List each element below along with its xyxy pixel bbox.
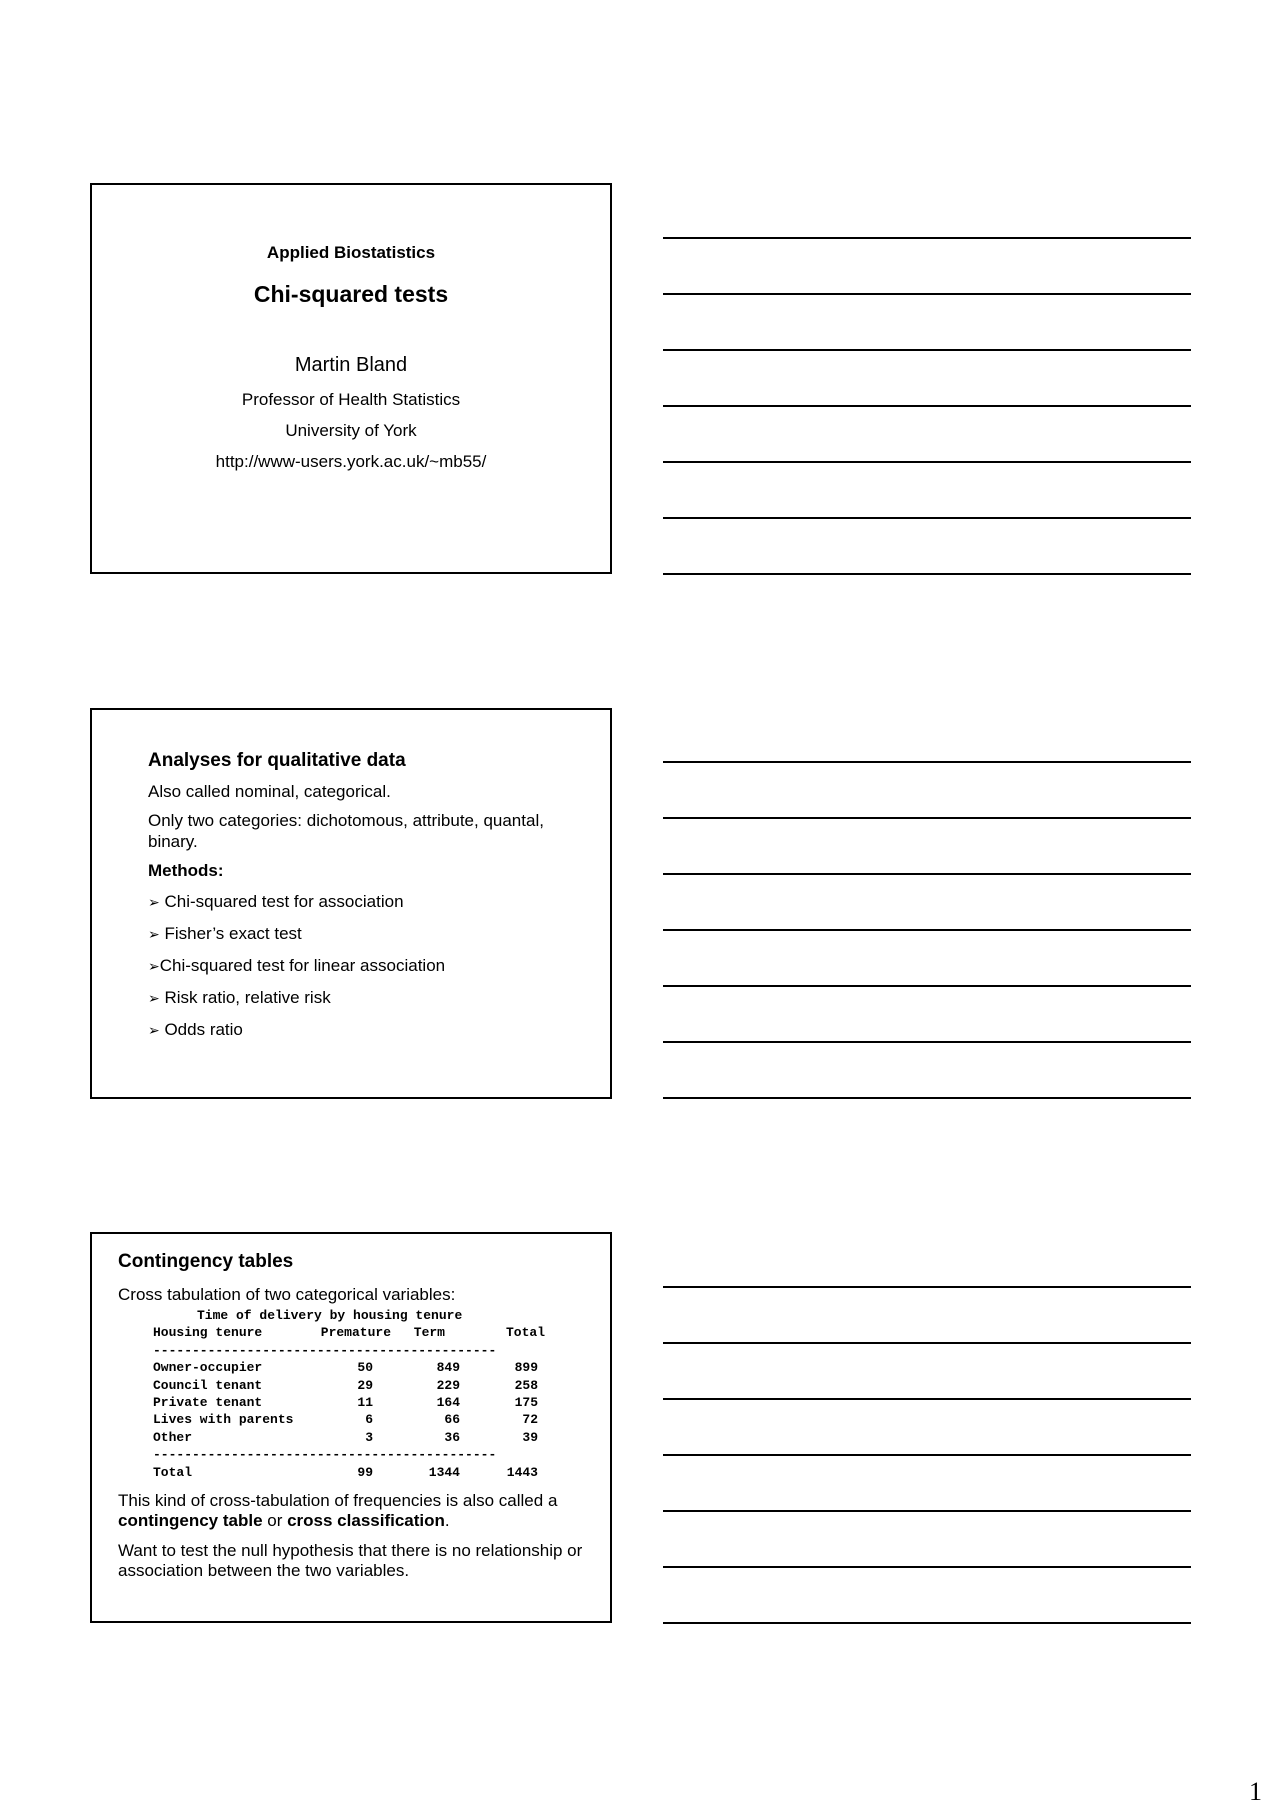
slide-2 (90, 708, 612, 1099)
list-item: ➢ Risk ratio, relative risk (148, 988, 331, 1007)
note-line (663, 817, 1191, 819)
note-line (663, 349, 1191, 351)
arrow-bullet-icon: ➢ (148, 958, 160, 974)
note-line (663, 761, 1191, 763)
slide-3-content (118, 1251, 588, 1581)
arrow-bullet-icon: ➢ (148, 1022, 160, 1038)
note-line (663, 237, 1191, 239)
table-row: Other 3 36 39 (153, 1429, 538, 1445)
slide-2-line-1: Also called nominal, categorical. (148, 782, 391, 801)
note-line (663, 1041, 1191, 1043)
table-row: Council tenant 29 229 258 (153, 1377, 538, 1393)
methods-label: Methods: (148, 861, 224, 880)
note-line (663, 461, 1191, 463)
arrow-bullet-icon: ➢ (148, 894, 160, 910)
note-line (663, 1622, 1191, 1624)
slide-2-heading: Analyses for qualitative data (148, 750, 406, 771)
note-line (663, 1342, 1191, 1344)
list-item: ➢Chi-squared test for linear association (148, 956, 446, 975)
slide-2-content (148, 750, 588, 1051)
table-header-row: Housing tenure Premature Term Total (153, 1325, 545, 1341)
table-title: Time of delivery by housing tenure (197, 1308, 463, 1323)
methods-list (148, 891, 588, 1041)
slide-1 (90, 183, 612, 574)
contingency-table (153, 1307, 588, 1481)
list-item: ➢ Odds ratio (148, 1020, 243, 1039)
slide-2-line-2: Only two categories: dichotomous, attribute, quantal, binary. (148, 811, 544, 851)
note-line (663, 1398, 1191, 1400)
slide-1-url: http://www-users.york.ac.uk/~mb55/ (215, 452, 487, 471)
slide-3-intro: Cross tabulation of two categorical variables: (118, 1285, 456, 1304)
list-item: ➢ Chi-squared test for association (148, 892, 404, 911)
note-line (663, 573, 1191, 575)
note-line (663, 1454, 1191, 1456)
page-number: 1 (1249, 1777, 1262, 1806)
note-line (663, 517, 1191, 519)
slide-1-kicker: Applied Biostatistics (266, 243, 436, 262)
slide-3-heading: Contingency tables (118, 1251, 294, 1272)
slide-1-title: Chi-squared tests (253, 281, 449, 307)
table-rule: -------------------------------------------- (153, 1447, 497, 1463)
slide-3-paragraph-1: This kind of cross-tabulation of frequencies is also called a contingency table or cross classification. (118, 1491, 558, 1531)
note-line (663, 293, 1191, 295)
arrow-bullet-icon: ➢ (148, 926, 160, 942)
slide-3-paragraph-2: Want to test the null hypothesis that there is no relationship or association between the two variables. (118, 1541, 583, 1581)
note-line (663, 929, 1191, 931)
table-total-row: Total 99 1344 1443 (153, 1464, 538, 1480)
list-item: ➢ Fisher’s exact test (148, 924, 302, 943)
note-line (663, 405, 1191, 407)
note-line (663, 985, 1191, 987)
slide-3 (90, 1232, 612, 1623)
slide-1-institution: University of York (285, 421, 417, 440)
note-line (663, 1566, 1191, 1568)
table-rule: -------------------------------------------- (153, 1342, 497, 1358)
table-row: Private tenant 11 164 175 (153, 1395, 538, 1411)
table-row: Lives with parents 6 66 72 (153, 1412, 538, 1428)
note-line (663, 873, 1191, 875)
note-line (663, 1097, 1191, 1099)
note-line (663, 1286, 1191, 1288)
table-row: Owner-occupier 50 849 899 (153, 1360, 538, 1376)
slide-1-role: Professor of Health Statistics (241, 390, 461, 409)
arrow-bullet-icon: ➢ (148, 990, 160, 1006)
slide-1-author: Martin Bland (294, 354, 408, 376)
note-line (663, 1510, 1191, 1512)
